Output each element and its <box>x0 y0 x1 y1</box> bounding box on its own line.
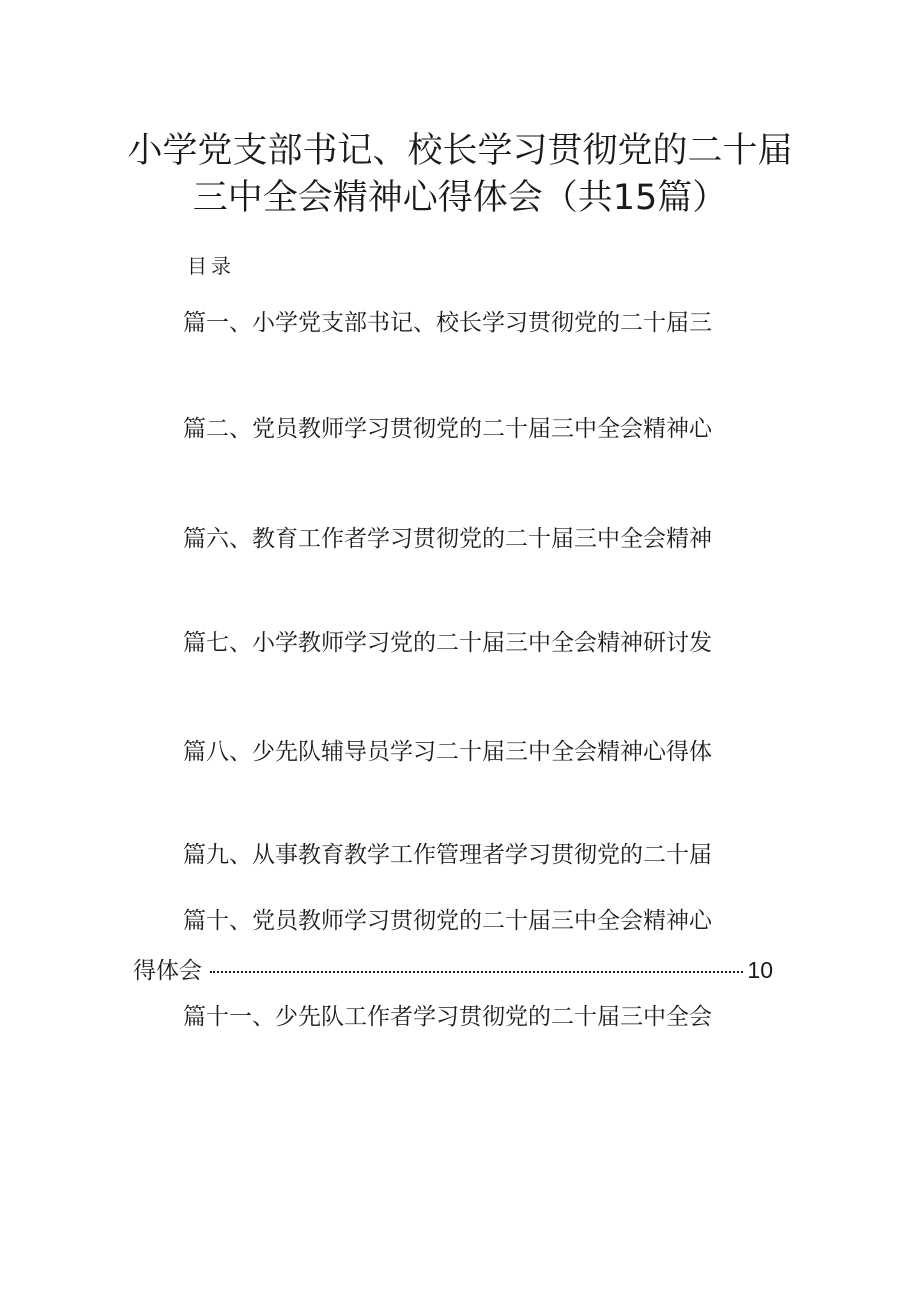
toc-entry-11[interactable]: 篇十一、少先队工作者学习贯彻党的二十届三中全会 <box>183 1004 712 1030</box>
toc-entry-8[interactable]: 篇八、少先队辅导员学习二十届三中全会精神心得体 <box>183 739 712 765</box>
toc-entry-1[interactable]: 篇一、小学党支部书记、校长学习贯彻党的二十届三 <box>183 310 712 336</box>
toc-heading: 目录 <box>187 254 235 278</box>
toc-entry-10[interactable]: 篇十、党员教师学习贯彻党的二十届三中全会精神心 <box>183 908 712 934</box>
toc-entry-10-cont-text: 得体会 <box>133 958 202 984</box>
title-line-2: 三中全会精神心得体会（共15篇） <box>192 178 728 218</box>
toc-entry-2[interactable]: 篇二、党员教师学习贯彻党的二十届三中全会精神心 <box>183 416 712 442</box>
toc-entry-7[interactable]: 篇七、小学教师学习党的二十届三中全会精神研讨发 <box>183 630 712 656</box>
dot-leader <box>210 970 743 973</box>
toc-entry-6[interactable]: 篇六、教育工作者学习贯彻党的二十届三中全会精神 <box>183 526 712 552</box>
toc-entry-10-page-number: 10 <box>747 957 773 983</box>
toc-entry-9[interactable]: 篇九、从事教育教学工作管理者学习贯彻党的二十届 <box>183 842 712 868</box>
title-line-1: 小学党支部书记、校长学习贯彻党的二十届 <box>127 131 793 171</box>
toc-entry-10-continuation[interactable] <box>133 952 773 982</box>
